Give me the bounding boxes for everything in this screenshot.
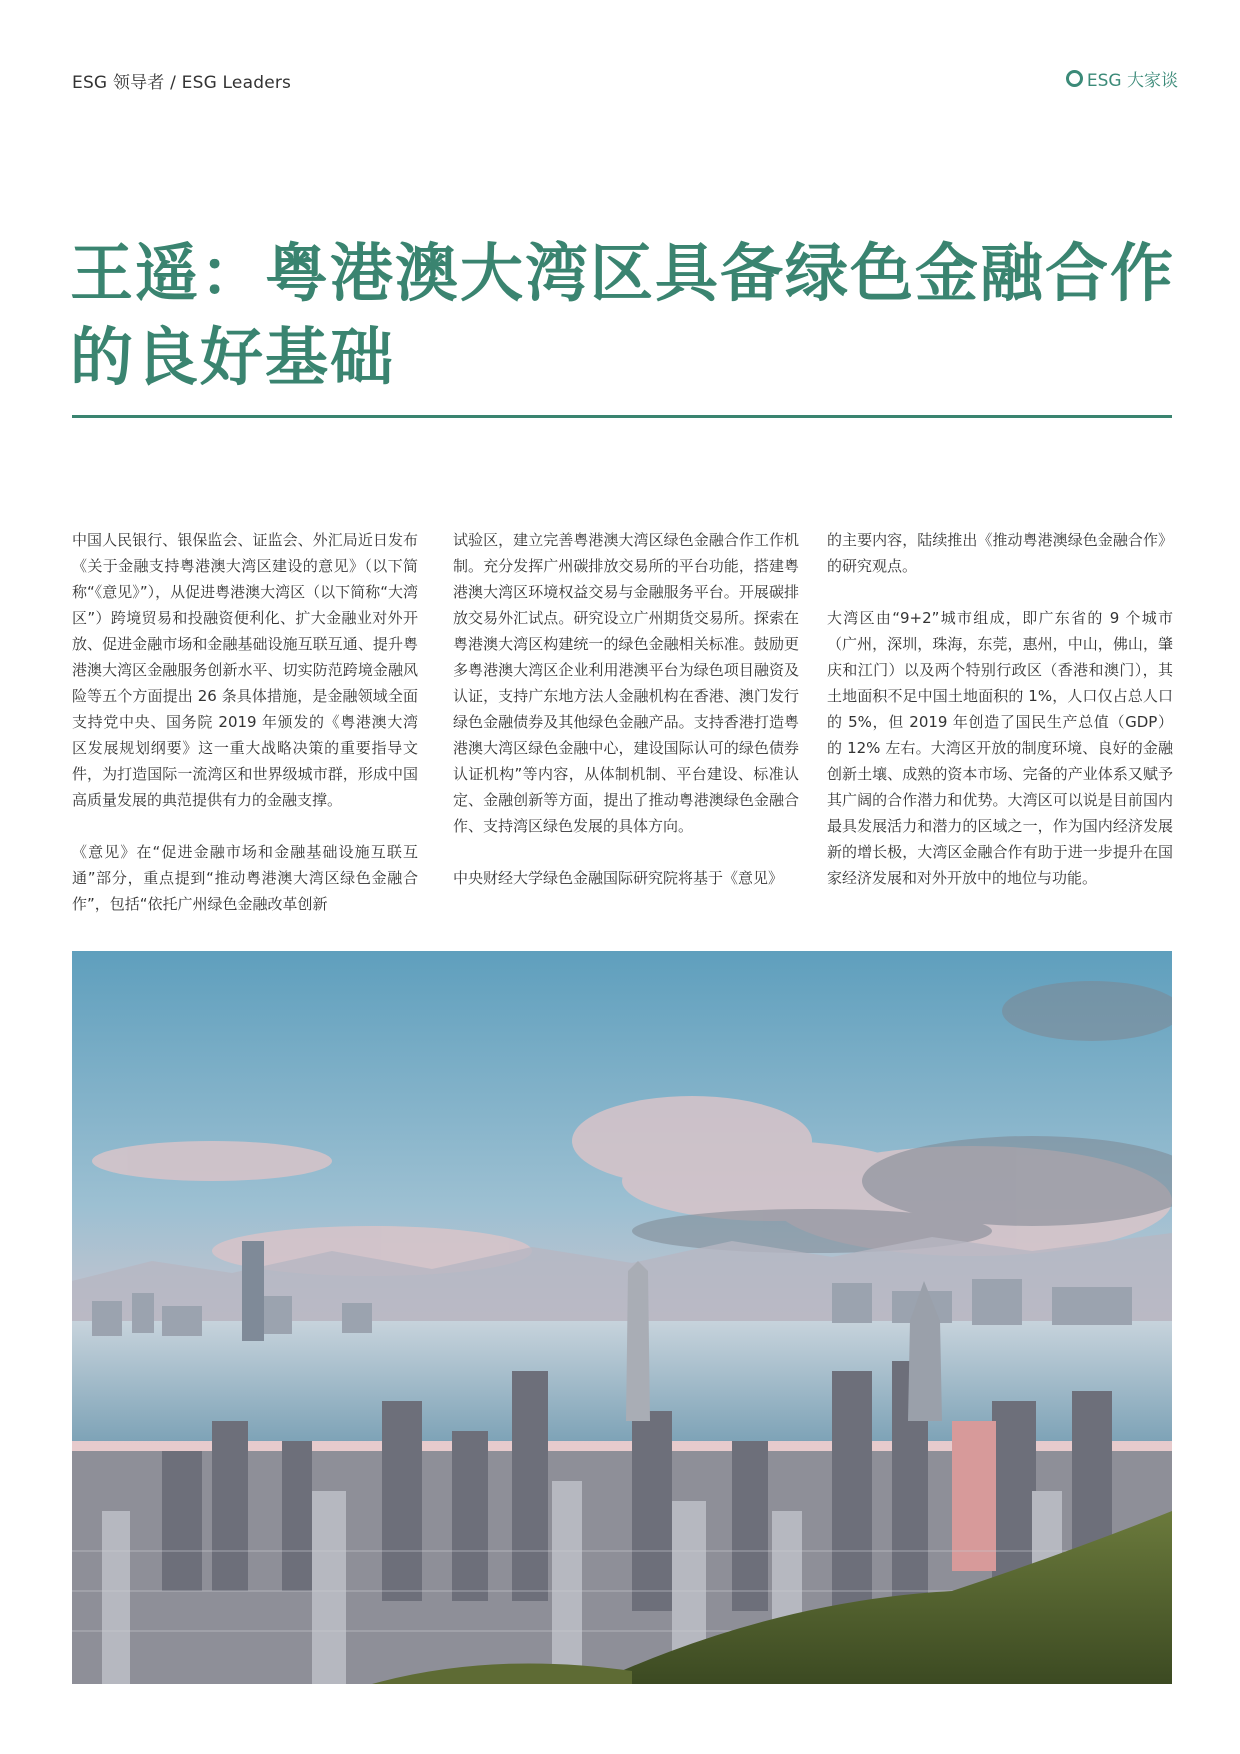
paragraph: 试验区，建立完善粤港澳大湾区绿色金融合作工作机制。充分发挥广州碳排放交易所的平台功能，搭建粤港澳大湾区环境权益交易与金融服务平台。开展碳排放交易外汇试点。研究设立广州期货交易所。探索在粤港澳大湾区构建统一的绿色金融相关标准。鼓励更多粤港澳大湾区企业利用港澳平台为绿色项目融资及认证，支持广东地方法人金融机构在香港、澳门发行绿色金融债券及其他绿色金融产品。支持香港打造粤港澳大湾区绿色金融中心，建设国际认可的绿色债券认证机构”等内容，从体制机制、平台建设、标准认定、金融创新等方面，提出了推动粤港澳绿色金融合作、支持湾区绿色发展的具体方向。 bbox=[453, 531, 799, 835]
text-column-1 bbox=[72, 527, 418, 943]
text-column-3 bbox=[827, 527, 1173, 917]
paragraph: 《意见》在“促进金融市场和金融基础设施互联互通”部分，重点提到“推动粤港澳大湾区绿色金融合作”，包括“依托广州绿色金融改革创新 bbox=[72, 843, 418, 913]
ring-icon bbox=[1066, 70, 1083, 87]
paragraph: 中央财经大学绿色金融国际研究院将基于《意见》 bbox=[453, 869, 784, 887]
section-tag bbox=[1066, 66, 1178, 91]
title-divider bbox=[72, 415, 1172, 418]
paragraph: 大湾区由“9+2”城市组成，即广东省的 9 个城市（广州，深圳，珠海，东莞，惠州，中山，佛山，肇庆和江门）以及两个特别行政区（香港和澳门），其土地面积不足中国土地面积的 1%，人口仅占总人口的 5%，但 2019 年创造了国民生产总值（GDP）的 12% 左右。大湾区开放的制度环境、良好的金融创新土壤、成熟的资本市场、完备的产业体系又赋予其广阔的合作潜力和优势。大湾区可以说是目前国内最具发展活力和潜力的区域之一，作为国内经济发展新的增长极，大湾区金融合作有助于进一步提升在国家经济发展和对外开放中的地位与功能。 bbox=[827, 609, 1173, 887]
running-head: ESG 领导者 / ESG Leaders bbox=[72, 73, 292, 93]
skyline-illustration bbox=[72, 951, 1172, 1684]
paragraph: 中国人民银行、银保监会、证监会、外汇局近日发布《关于金融支持粤港澳大湾区建设的意见》（以下简称“《意见》”），从促进粤港澳大湾区（以下简称“大湾区”）跨境贸易和投融资便利化、扩大金融业对外开放、促进金融市场和金融基础设施互联互通、提升粤港澳大湾区金融服务创新水平、切实防范跨境金融风险等五个方面提出 26 条具体措施，是金融领域全面支持党中央、国务院 2019 年颁发的《粤港澳大湾区发展规划纲要》这一重大战略决策的重要指导文件，为打造国际一流湾区和世界级城市群，形成中国高质量发展的典范提供有力的金融支撑。 bbox=[72, 531, 418, 809]
text-column-2 bbox=[453, 527, 799, 917]
paragraph: 的主要内容，陆续推出《推动粤港澳绿色金融合作》的研究观点。 bbox=[827, 531, 1173, 575]
section-tag-label: ESG 大家谈 bbox=[1086, 71, 1178, 91]
hong-kong-skyline-photo bbox=[72, 951, 1172, 1684]
article-title: 王遥：粤港澳大湾区具备绿色金融合作的良好基础 bbox=[70, 237, 1175, 394]
